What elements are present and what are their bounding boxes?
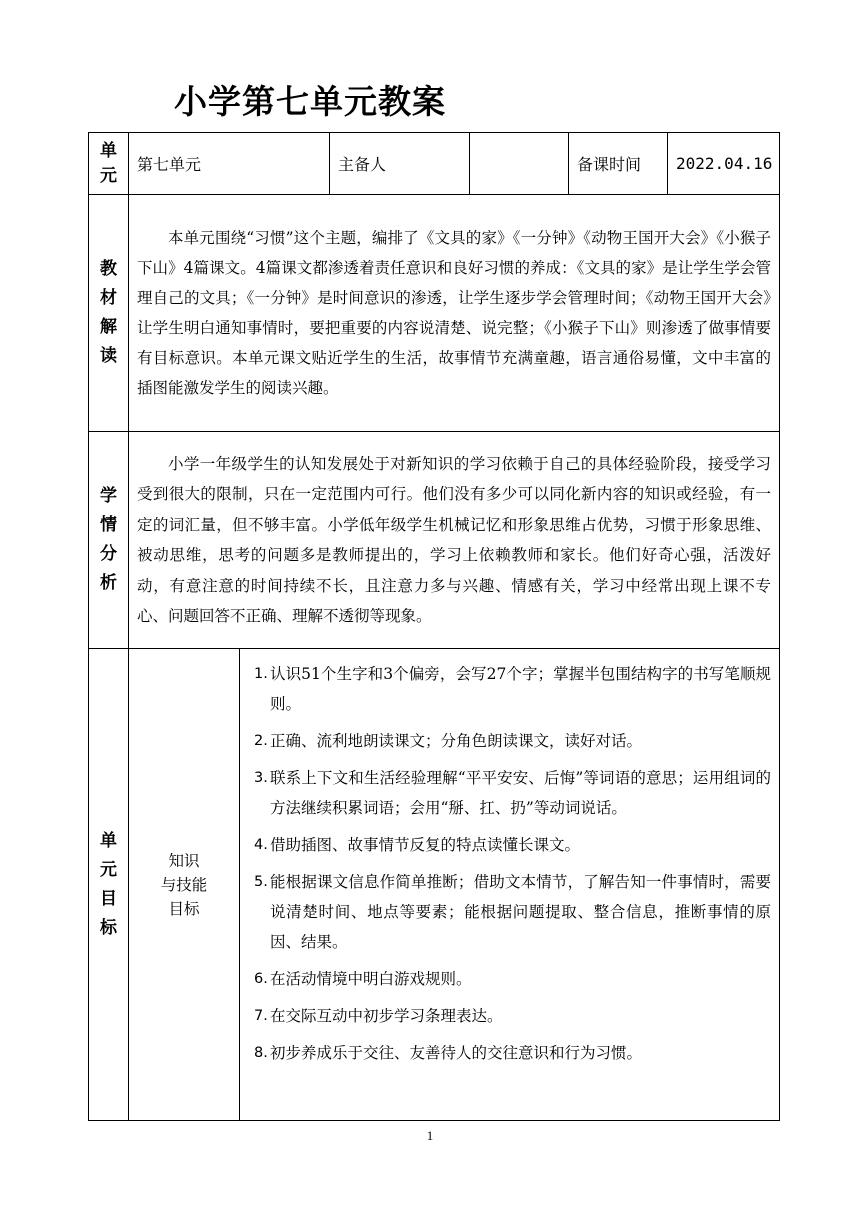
- goal-number: 2.: [254, 733, 268, 749]
- lesson-plan-table: [88, 132, 780, 1121]
- goal-item: [248, 1001, 771, 1031]
- material-row: [89, 195, 780, 432]
- goal-item: [248, 763, 771, 823]
- goal-text: 联系上下文和生活经验理解“平平安安、后悔”等词语的意思；运用组词的方法继续积累词语；会用“掰、扛、扔”等动词说话。: [270, 769, 772, 817]
- goals-row: [89, 649, 780, 1121]
- goal-text: 在活动情境中明白游戏规则。: [270, 970, 472, 988]
- goal-item: [248, 1038, 771, 1068]
- analysis-row: [89, 432, 780, 649]
- goal-text: 正确、流利地朗读课文；分角色朗读课文，读好对话。: [270, 732, 643, 750]
- goal-item: [248, 659, 771, 719]
- unit-label-cell: [89, 133, 129, 195]
- prep-time-cell: [569, 133, 780, 195]
- goals-list: [240, 649, 779, 1079]
- goal-item: [248, 830, 771, 860]
- analysis-text-cell: [129, 432, 780, 649]
- goals-sub-label-line1: 知识: [168, 851, 200, 870]
- analysis-label: 学情分析: [100, 486, 117, 593]
- goal-text: 借助插图、故事情节反复的特点读懂长课文。: [270, 836, 581, 854]
- material-label-cell: [89, 195, 129, 432]
- material-label: 教材解读: [100, 259, 117, 366]
- goal-text: 在交际互动中初步学习条理表达。: [270, 1007, 503, 1025]
- goal-number: 5.: [254, 874, 268, 890]
- analysis-text: 小学一年级学生的认知发展处于对新知识的学习依赖于自己的具体经验阶段，接受学习受到很大的限制，只在一定范围内可行。他们没有多少可以同化新内容的知识或经验，有一定的词汇量，但不够丰富。小学低年级学生机械记忆和形象思维占优势，习惯于形象思维、被动思维，思考的问题多是教师提出的，学习上依赖教师和家长。他们好奇心强，活泼好动，有意注意的时间持续不长，且注意力多与兴趣、情感有关，学习中经常出现上课不专心、问题回答不正确、理解不透彻等现象。: [137, 454, 772, 625]
- goal-text: 能根据课文信息作简单推断；借助文本情节，了解告知一件事情时，需要说清楚时间、地点等要素；能根据问题提取、整合信息，推断事情的原因、结果。: [270, 873, 772, 951]
- page-number: 1: [426, 1128, 434, 1143]
- prep-time-label: 备课时间: [569, 133, 668, 194]
- goals-list-cell: [240, 649, 780, 1121]
- goal-number: 6.: [254, 971, 268, 987]
- analysis-label-cell: [89, 432, 129, 649]
- unit-label: 单元: [100, 140, 117, 186]
- page-title: 小学第七单元教案: [174, 82, 446, 121]
- goals-sub-label-cell: [129, 649, 240, 1121]
- goal-number: 4.: [254, 837, 268, 853]
- header-row: [89, 133, 780, 195]
- goal-item: [248, 964, 771, 994]
- preparer-label: 主备人: [330, 133, 470, 195]
- goal-number: 1.: [254, 666, 268, 682]
- goal-item: [248, 867, 771, 957]
- goals-sub-label-line3: 目标: [168, 899, 200, 918]
- material-text: 本单元围绕“习惯”这个主题，编排了《文具的家》《一分钟》《动物王国开大会》《小猴子下山》4篇课文。4篇课文都渗透着责任意识和良好习惯的养成：《文具的家》是让学生学会管理自己的文具；《一分钟》是时间意识的渗透，让学生逐步学会管理时间；《动物王国开大会》让学生明白通知事情时，要把重要的内容说清楚、说完整；《小猴子下山》则渗透了做事情要有目标意识。本单元课文贴近学生的生活，故事情节充满童趣，语言通俗易懂，文中丰富的插图能激发学生的阅读兴趣。: [137, 229, 772, 397]
- goal-text: 初步养成乐于交往、友善待人的交往意识和行为习惯。: [270, 1044, 643, 1062]
- goal-number: 8.: [254, 1045, 268, 1061]
- goal-text: 认识51个生字和3个偏旁，会写27个字；掌握半包围结构字的书写笔顺规则。: [270, 665, 772, 713]
- goal-number: 7.: [254, 1008, 268, 1024]
- goals-label-cell: [89, 649, 129, 1121]
- prep-time-value: 2022.04.16: [676, 154, 773, 173]
- unit-value: 第七单元: [129, 133, 330, 195]
- goals-label: 单元目标: [100, 830, 117, 938]
- material-text-cell: [129, 195, 780, 432]
- goal-number: 3.: [254, 770, 268, 786]
- preparer-value: [470, 133, 569, 195]
- goal-item: [248, 726, 771, 756]
- goals-sub-label-line2: 与技能: [160, 875, 208, 894]
